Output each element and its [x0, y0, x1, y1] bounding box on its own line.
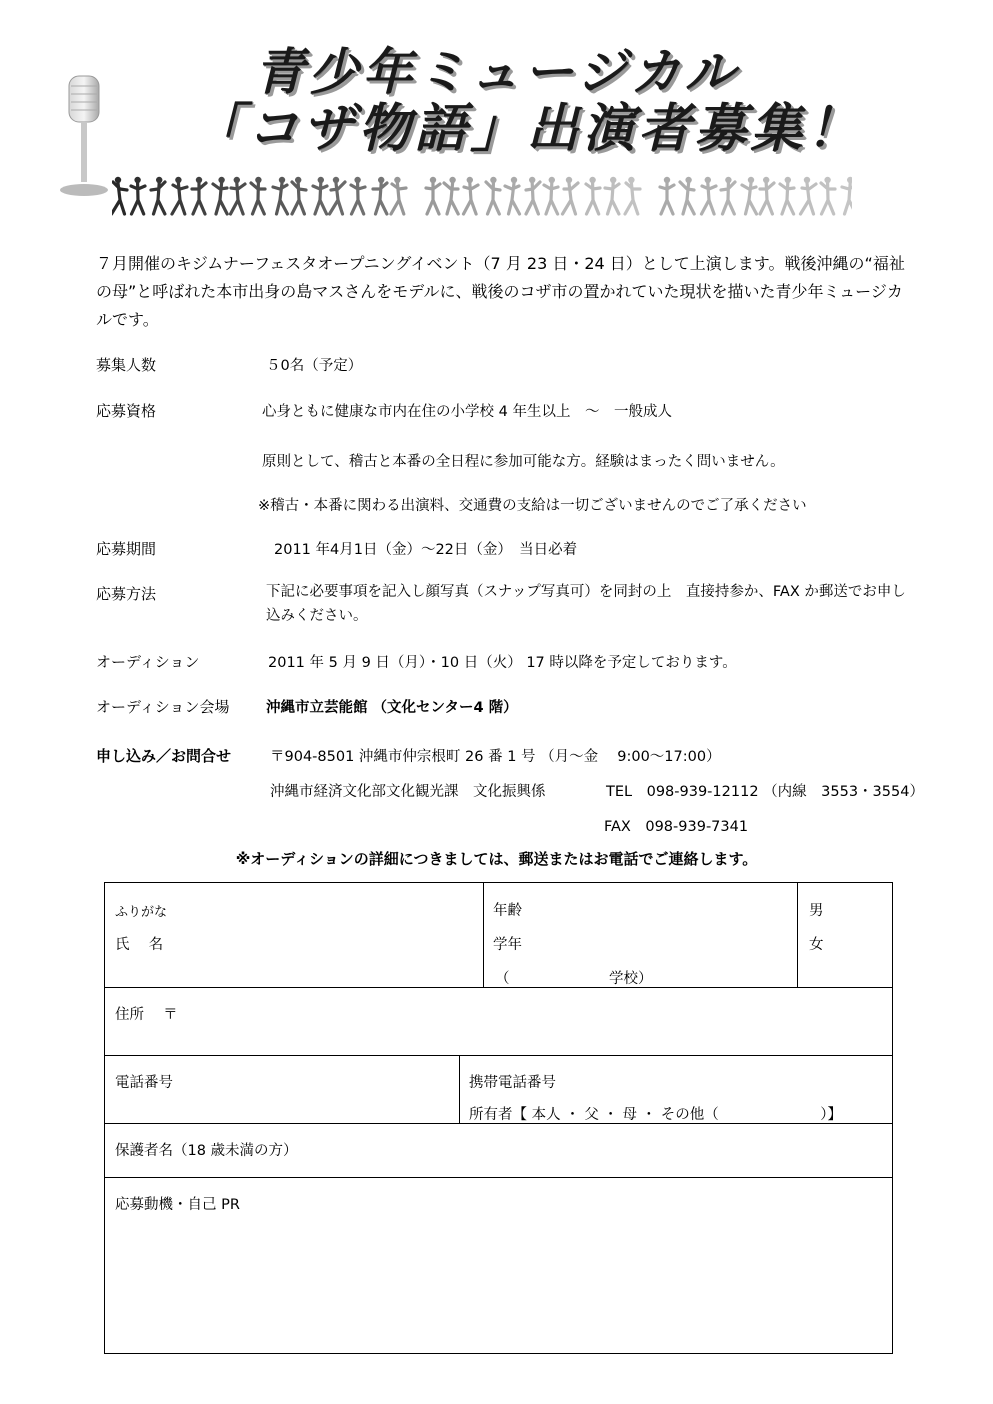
mobile-field[interactable]: 携帯電話番号 — [469, 1075, 556, 1091]
contact-dept: 沖縄市経済文化部文化観光課 文化振興係 — [270, 784, 546, 800]
dancer-silhouette — [112, 177, 127, 214]
dancer-silhouette — [213, 177, 227, 214]
dancer-silhouette — [172, 177, 187, 214]
recruit-count-value: ５0名（予定） — [266, 358, 363, 374]
motivation-field[interactable]: 応募動機・自己 PR — [115, 1197, 240, 1213]
dancer-silhouette — [486, 177, 500, 214]
school-open: （ — [495, 971, 510, 987]
dancer-silhouette — [373, 177, 387, 214]
period-value: 2011 年4月1日（金）～22日（金） 当日必着 — [274, 542, 578, 558]
male-option[interactable]: 男 — [809, 903, 824, 919]
eligibility-fee-note: ※稽古・本番に関わる出演料、交通費の支給は一切ございませんのでご了承ください — [258, 498, 807, 514]
address-field[interactable]: 住所 〒 — [115, 1007, 178, 1023]
dancer-silhouette — [131, 177, 145, 214]
dancer-silhouette — [625, 177, 640, 214]
grade-label: 学年 — [493, 937, 522, 953]
dancer-silhouette — [151, 177, 165, 214]
audition-value: 2011 年 5 月 9 日（月）・10 日（火） 17 時以降を予定しております。 — [268, 655, 737, 671]
contact-fax: FAX 098-939-7341 — [604, 819, 749, 835]
dancer-silhouette — [426, 177, 440, 214]
phone-field[interactable]: 電話番号 — [115, 1075, 173, 1091]
dancer-silhouette — [842, 177, 852, 214]
dancer-silhouette — [444, 177, 458, 214]
dancer-silhouette — [801, 177, 817, 214]
age-label: 年齢 — [493, 903, 522, 919]
name-label: 氏 名 — [115, 937, 164, 953]
venue-label: オーディション会場 — [96, 698, 230, 716]
method-label: 応募方法 — [96, 585, 157, 603]
dancer-silhouette — [526, 177, 540, 214]
method-value: 下記に必要事項を記入し顔写真（スナップ写真可）を同封の上 直接持参か、FAX か郵送でお申し込みください。 — [266, 584, 906, 624]
dancer-silhouette — [351, 177, 365, 214]
dancer-silhouette — [231, 177, 246, 214]
dancer-silhouette — [563, 177, 579, 214]
dancer-silhouette — [721, 177, 735, 214]
dancer-silhouette — [760, 177, 774, 214]
dancer-silhouette — [660, 177, 674, 214]
dancers-silhouette-icon — [112, 168, 852, 232]
guardian-field[interactable]: 保護者名（18 歳未満の方） — [115, 1143, 298, 1159]
audition-notice: ※オーディションの詳細につきましては、郵送またはお電話でご連絡します。 — [235, 850, 758, 868]
school-label: 学校） — [609, 971, 653, 987]
eligibility-label: 応募資格 — [96, 402, 157, 420]
dancer-silhouette — [273, 177, 288, 214]
contact-address: 〒904-8501 沖縄市仲宗根町 26 番 1 号 （月～金 9:00～17:00） — [270, 749, 721, 765]
eligibility-value: 心身ともに健康な市内在住の小学校 4 年生以上 ～ 一般成人 — [262, 404, 672, 420]
recruit-count-label: 募集人数 — [96, 356, 157, 374]
dancer-silhouette — [544, 177, 558, 214]
application-form — [104, 882, 893, 1354]
title-line-1: 青少年ミュージカル — [254, 43, 739, 101]
dancer-silhouette — [505, 177, 520, 214]
dancer-silhouette — [391, 177, 406, 214]
dancer-silhouette — [742, 177, 757, 214]
contact-label: 申し込み／お問合せ — [96, 747, 232, 765]
intro-text: ７月開催のキジムナーフェスタオープニングイベント（7 月 23 日・24 日）として上演します。戦後沖縄の“福祉の母”と呼ばれた本市出身の島マスさんをモデルに、戦後のコザ市の置かれていた現状を描いた青少年ミュージカルです。 — [96, 254, 905, 329]
dancer-silhouette — [780, 177, 794, 214]
audition-label: オーディション — [96, 653, 200, 671]
dancer-silhouette — [251, 177, 265, 214]
dancer-silhouette — [605, 177, 619, 214]
dancer-silhouette — [586, 177, 600, 214]
furigana-label: ふりがな — [115, 905, 168, 920]
dancer-silhouette — [821, 177, 835, 214]
contact-tel: TEL 098-939-12112 （内線 3553・3554） — [606, 784, 924, 800]
female-option[interactable]: 女 — [809, 937, 824, 953]
dancer-silhouette — [680, 177, 694, 214]
venue-value: 沖縄市立芸能館 （文化センター4 階） — [266, 700, 518, 716]
dancer-silhouette — [192, 177, 206, 214]
mobile-owner-options[interactable]: 所有者【 本人 ・ 父 ・ 母 ・ その他（ ）】 — [469, 1107, 843, 1123]
dancer-silhouette — [292, 177, 306, 214]
title-line-2: 「コザ物語」出演者募集！ — [190, 99, 863, 159]
dancer-silhouette — [313, 177, 327, 214]
eligibility-note: 原則として、稽古と本番の全日程に参加可能な方。経験はまったく問いません。 — [262, 454, 785, 470]
dancer-silhouette — [330, 177, 346, 214]
period-label: 応募期間 — [96, 540, 157, 558]
dancer-silhouette — [464, 177, 479, 214]
dancer-silhouette — [702, 177, 717, 214]
